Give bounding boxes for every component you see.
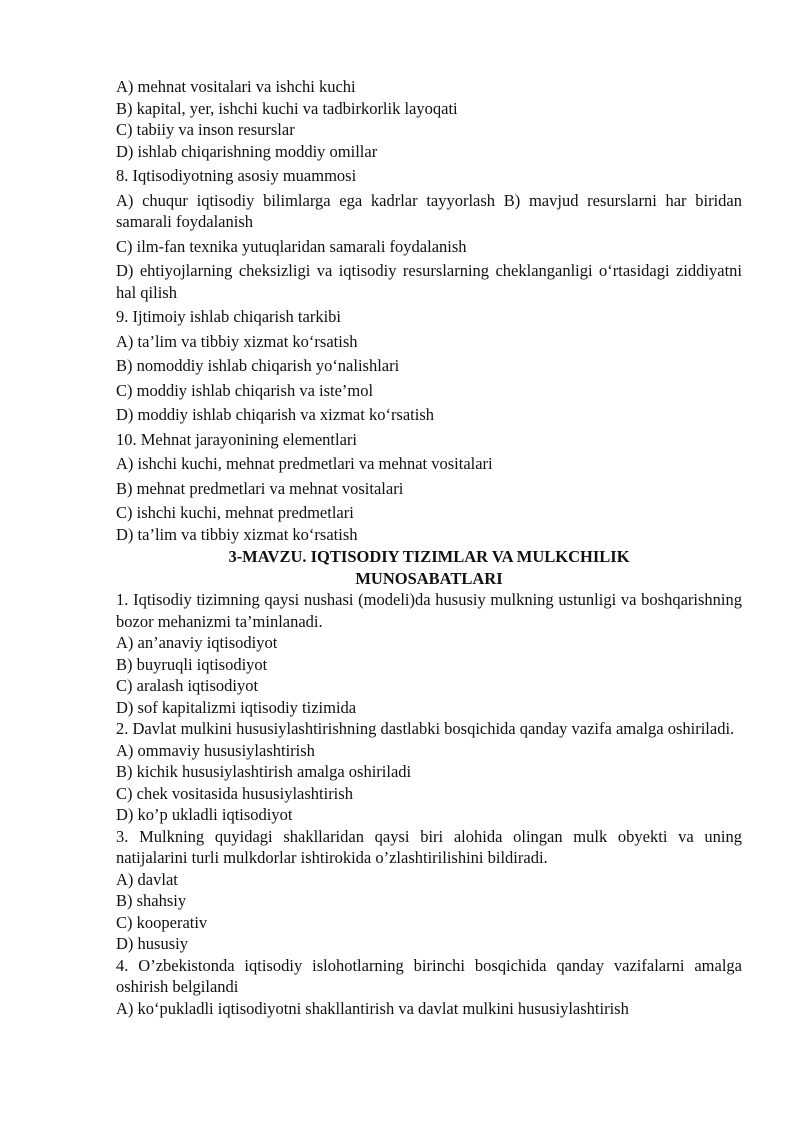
text-line: A) davlat <box>116 869 178 889</box>
question-line: 9. Ijtimoiy ishlab chiqarish tarkibi <box>116 307 342 326</box>
text-paragraph: A) chuqur iqtisodiy bilimlarga ega kadrlar tayyorlash B) mavjud resurslarni har biridan samarali foydalanish <box>116 190 742 231</box>
question-line: 8. Iqtisodiyotning asosiy muammosi <box>116 166 357 185</box>
text-line: C) chek vositasida hususiylashtirish <box>116 783 353 803</box>
text-line: C) moddiy ishlab chiqarish va iste’mol <box>116 380 374 400</box>
text-line: D) sof kapitalizmi iqtisodiy tizimida <box>116 697 357 717</box>
section-heading-line1: 3-MAVZU. IQTISODIY TIZIMLAR VA MULKCHILIK <box>228 547 630 566</box>
question-paragraph: 4. O’zbekistonda iqtisodiy islohotlarning birinchi bosqichida qanday vazifalarni amalga oshirish belgilandi <box>116 955 742 996</box>
text-line: C) aralash iqtisodiyot <box>116 676 259 695</box>
text-line: B) shahsiy <box>116 891 187 910</box>
text-line: A) ommaviy hususiylashtirish <box>116 740 315 760</box>
text-line: B) buyruqli iqtisodiyot <box>116 654 268 674</box>
question-paragraph: 3. Mulkning quyidagi shakllaridan qaysi biri alohida olingan mulk obyekti va uning natijalarini turli mulkdorlar ishtirokida o’zlashtirilishini bildiradi. <box>116 826 742 867</box>
text-line: A) ishchi kuchi, mehnat predmetlari va mehnat vositalari <box>116 454 493 473</box>
text-line: B) nomoddiy ishlab chiqarish yo‘nalishlari <box>116 356 400 375</box>
question-line: 10. Mehnat jarayonining elementlari <box>116 429 358 449</box>
text-line: D) moddiy ishlab chiqarish va xizmat ko‘rsatish <box>116 405 435 424</box>
text-line: D) ishlab chiqarishning moddiy omillar <box>116 141 378 161</box>
text-paragraph: D) ehtiyojlarning cheksizligi va iqtisodiy resurslarning cheklanganligi o‘rtasidagi ziddiyatni hal qilish <box>116 261 742 302</box>
text-line: C) ilm-fan texnika yutuqlaridan samarali foydalanish <box>116 236 467 256</box>
text-line: A) mehnat vositalari va ishchi kuchi <box>116 77 356 96</box>
text-line: A) an’anaviy iqtisodiyot <box>116 633 278 652</box>
text-line: A) ta’lim va tibbiy xizmat ko‘rsatish <box>116 331 358 351</box>
text-line: B) kichik hususiylashtirish amalga oshiriladi <box>116 762 412 781</box>
text-line: B) mehnat predmetlari va mehnat vositalari <box>116 478 404 498</box>
text-line: B) kapital, yer, ishchi kuchi va tadbirkorlik layoqati <box>116 98 458 118</box>
section-heading <box>116 546 742 589</box>
text-line: A) ko‘pukladli iqtisodiyotni shakllantirish va davlat mulkini hususiylashtirish <box>116 998 629 1018</box>
text-line: C) ishchi kuchi, mehnat predmetlari <box>116 503 354 522</box>
text-line: C) tabiiy va inson resurslar <box>116 120 295 139</box>
text-line: C) kooperativ <box>116 912 208 932</box>
document-body <box>116 76 742 1019</box>
question-paragraph: 1. Iqtisodiy tizimning qaysi nushasi (modeli)da hususiy mulkning ustunligi va boshqarishning bozor mehanizmi ta’minlanadi. <box>116 590 742 631</box>
section-heading-line2: MUNOSABATLARI <box>355 568 503 588</box>
text-line: D) ko’p ukladli iqtisodiyot <box>116 805 293 824</box>
text-line: D) hususiy <box>116 934 188 953</box>
text-line: D) ta’lim va tibbiy xizmat ko‘rsatish <box>116 524 358 544</box>
question-paragraph: 2. Davlat mulkini hususiylashtirishning dastlabki bosqichida qanday vazifa amalga oshiriladi. <box>116 719 735 738</box>
